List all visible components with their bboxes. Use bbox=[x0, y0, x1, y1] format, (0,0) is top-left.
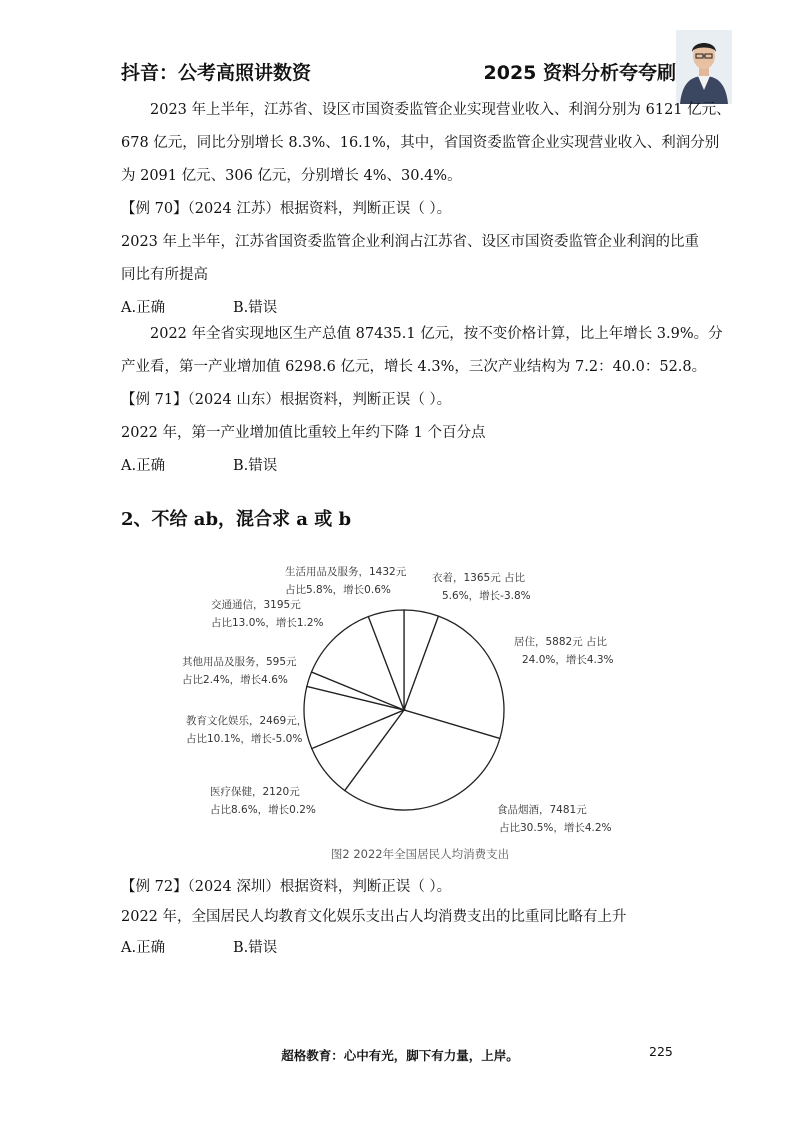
q71-option-a[interactable]: A.正确 bbox=[121, 458, 166, 474]
chart-title: 图2 2022年全国居民人均消费支出 bbox=[330, 847, 510, 861]
pie-label-7-line1: 交通通信，3195元 bbox=[211, 599, 301, 611]
pie-label-5-line1: 教育文化娱乐，2469元， bbox=[186, 715, 308, 727]
presenter-photo bbox=[676, 30, 732, 104]
pie-label-5-line2: 占比10.1%，增长-5.0% bbox=[186, 733, 303, 745]
pie-label-1-line2: 5.6%，增长-3.8% bbox=[442, 590, 531, 602]
q70-statement-line1: 2023 年上半年，江苏省国资委监管企业利润占江苏省、设区市国资委监管企业利润的比重 bbox=[121, 234, 700, 250]
q72-option-b[interactable]: B.错误 bbox=[233, 940, 278, 956]
page-number: 225 bbox=[649, 1044, 673, 1059]
pie-label-8-line1: 生活用品及服务，1432元 bbox=[285, 566, 407, 578]
header-right-title: 2025 资料分析夸夸刷 bbox=[483, 62, 676, 84]
pie-label-6-line2: 占比2.4%，增长4.6% bbox=[182, 674, 288, 686]
pie-label-4-line2: 占比8.6%，增长0.2% bbox=[210, 804, 316, 816]
pie-label-3-line1: 食品烟酒，7481元 bbox=[497, 804, 587, 816]
passage2-line1: 2022 年全省实现地区生产总值 87435.1 亿元，按不变价格计算，比上年增长 3.9%。分 bbox=[150, 326, 723, 342]
q71-statement: 2022 年，第一产业增加值比重较上年约下降 1 个百分点 bbox=[121, 425, 486, 441]
pie-label-2-line2: 24.0%，增长4.3% bbox=[522, 654, 614, 666]
passage2-line2: 产业看，第一产业增加值 6298.6 亿元，增长 4.3%，三次产业结构为 7.2：40.0：52.8。 bbox=[121, 359, 707, 375]
q70-option-b[interactable]: B.错误 bbox=[233, 300, 278, 316]
passage1-line2: 678 亿元，同比分别增长 8.3%、16.1%，其中，省国资委监管企业实现营业收入、利润分别 bbox=[121, 135, 720, 151]
q71-heading: 【例 71】（2024 山东）根据资料，判断正误（ ）。 bbox=[121, 392, 452, 408]
consumption-pie-chart bbox=[0, 550, 800, 870]
footer-slogan: 超格教育：心中有光，脚下有力量，上岸。 bbox=[281, 1048, 519, 1063]
passage1-line1: 2023 年上半年，江苏省、设区市国资委监管企业实现营业收入、利润分别为 6121 亿元、 bbox=[150, 102, 731, 118]
q70-statement-line2: 同比有所提高 bbox=[121, 267, 208, 283]
pie-label-8-line2: 占比5.8%，增长0.6% bbox=[285, 584, 391, 596]
q72-heading: 【例 72】（2024 深圳）根据资料，判断正误（ ）。 bbox=[121, 879, 452, 895]
q71-option-b[interactable]: B.错误 bbox=[233, 458, 278, 474]
pie-label-4-line1: 医疗保健，2120元 bbox=[210, 786, 300, 798]
q72-option-a[interactable]: A.正确 bbox=[121, 940, 166, 956]
q70-option-a[interactable]: A.正确 bbox=[121, 300, 166, 316]
passage1-line3: 为 2091 亿元、306 亿元，分别增长 4%、30.4%。 bbox=[121, 168, 462, 184]
q70-heading: 【例 70】（2024 江苏）根据资料，判断正误（ ）。 bbox=[121, 201, 452, 217]
q70-options bbox=[121, 298, 278, 318]
section-title: 2、不给 ab，混合求 a 或 b bbox=[121, 509, 352, 530]
header-left-title: 抖音：公考高照讲数资 bbox=[121, 62, 312, 84]
q72-options bbox=[121, 938, 278, 958]
q71-options bbox=[121, 456, 278, 476]
pie-label-3-line2: 占比30.5%，增长4.2% bbox=[499, 822, 612, 834]
pie-label-1-line1: 衣着，1365元 占比 bbox=[432, 572, 526, 584]
pie-label-2-line1: 居住，5882元 占比 bbox=[514, 636, 608, 648]
q72-statement: 2022 年，全国居民人均教育文化娱乐支出占人均消费支出的比重同比略有上升 bbox=[121, 909, 627, 925]
pie-label-6-line1: 其他用品及服务，595元 bbox=[182, 656, 297, 668]
pie-label-7-line2: 占比13.0%，增长1.2% bbox=[211, 617, 324, 629]
